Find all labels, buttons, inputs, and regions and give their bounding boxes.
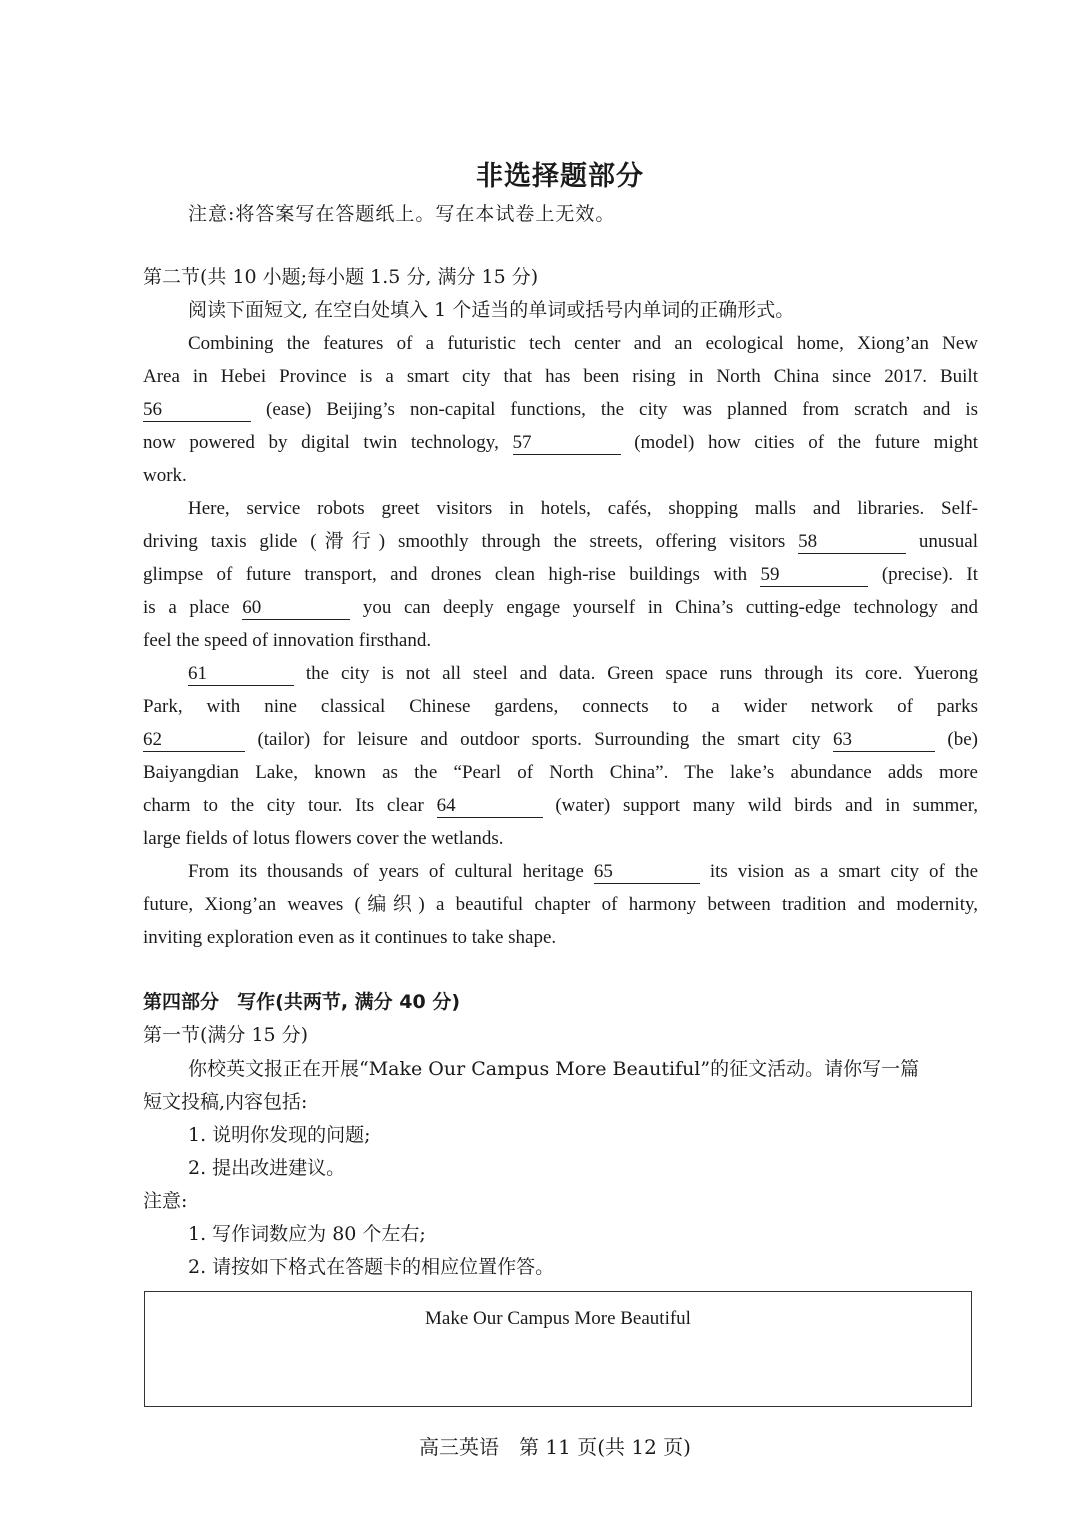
part4-heading: 第四部分 写作(共两节, 满分 40 分) xyxy=(143,991,461,1013)
essay-title: Make Our Campus More Beautiful xyxy=(425,1308,691,1329)
note-item: 1. 写作词数应为 80 个左右; xyxy=(188,1223,426,1245)
passage-line: Combining the features of a futuristic tech center and an ecological home, Xiong’an New xyxy=(188,333,978,354)
passage-line: work. xyxy=(143,465,187,486)
passage-line: Area in Hebei Province is a smart city that has been rising in North China since 2017. Built xyxy=(143,366,978,387)
passage-line: driving taxis glide (滑行) smoothly through the streets, offering visitors 58 unusual xyxy=(143,531,978,552)
blank-60: 60 xyxy=(242,597,350,620)
note-item: 2. 请按如下格式在答题卡的相应位置作答。 xyxy=(188,1256,555,1278)
page-title: 非选择题部分 xyxy=(476,161,644,192)
passage-line: inviting exploration even as it continues to take shape. xyxy=(143,927,557,948)
part4-subheading: 第一节(满分 15 分) xyxy=(143,1024,309,1046)
passage-line: charm to the city tour. Its clear 64 (water) support many wild birds and in summer, xyxy=(143,795,979,816)
blank-64: 64 xyxy=(437,795,543,818)
requirement-item: 1. 说明你发现的问题; xyxy=(188,1124,371,1146)
blank-62: 62 xyxy=(143,729,245,752)
passage-line: glimpse of future transport, and drones clean high-rise buildings with 59 (precise). It xyxy=(143,564,978,585)
blank-59: 59 xyxy=(760,564,868,587)
writing-task: 你校英文报正在开展“Make Our Campus More Beautiful”的征文活动。请你写一篇 xyxy=(188,1058,920,1080)
blank-61: 61 xyxy=(188,663,294,686)
passage-line: is a place 60 you can deeply engage yourself in China’s cutting-edge technology and xyxy=(143,597,979,618)
passage-line: 62 (tailor) for leisure and outdoor sports. Surrounding the smart city 63 (be) xyxy=(143,729,978,750)
blank-58: 58 xyxy=(798,531,906,554)
blank-65: 65 xyxy=(594,861,700,884)
essay-answer-box xyxy=(144,1291,972,1407)
passage-line: now powered by digital twin technology, 57 (model) how cities of the future might xyxy=(143,432,979,453)
writing-task: 短文投稿,内容包括: xyxy=(143,1091,308,1113)
passage-line: 61 the city is not all steel and data. Green space runs through its core. Yuerong xyxy=(188,663,979,684)
answer-note: 注意:将答案写在答题纸上。写在本试卷上无效。 xyxy=(188,203,616,225)
passage-line: Park, with nine classical Chinese gardens, connects to a wider network of parks xyxy=(143,696,978,717)
note-label: 注意: xyxy=(143,1190,188,1212)
section2-instruction: 阅读下面短文, 在空白处填入 1 个适当的单词或括号内单词的正确形式。 xyxy=(188,299,795,321)
passage-line: feel the speed of innovation firsthand. xyxy=(143,630,432,651)
passage-line: Here, service robots greet visitors in hotels, cafés, shopping malls and libraries. Self- xyxy=(188,498,978,519)
blank-63: 63 xyxy=(833,729,935,752)
requirement-item: 2. 提出改进建议。 xyxy=(188,1157,346,1179)
passage-line: large fields of lotus flowers cover the wetlands. xyxy=(143,828,504,849)
passage-line: future, Xiong’an weaves (编织) a beautiful chapter of harmony between tradition and modernity, xyxy=(143,894,978,915)
passage-line: From its thousands of years of cultural heritage 65 its vision as a smart city of the xyxy=(188,861,978,882)
blank-57: 57 xyxy=(513,432,621,455)
page-footer: 高三英语 第 11 页(共 12 页) xyxy=(419,1435,691,1459)
passage-line: 56 (ease) Beijing’s non-capital functions, the city was planned from scratch and is xyxy=(143,399,979,420)
blank-56: 56 xyxy=(143,399,251,422)
section2-heading: 第二节(共 10 小题;每小题 1.5 分, 满分 15 分) xyxy=(143,266,539,288)
passage-line: Baiyangdian Lake, known as the “Pearl of North China”. The lake’s abundance adds more xyxy=(143,762,978,783)
